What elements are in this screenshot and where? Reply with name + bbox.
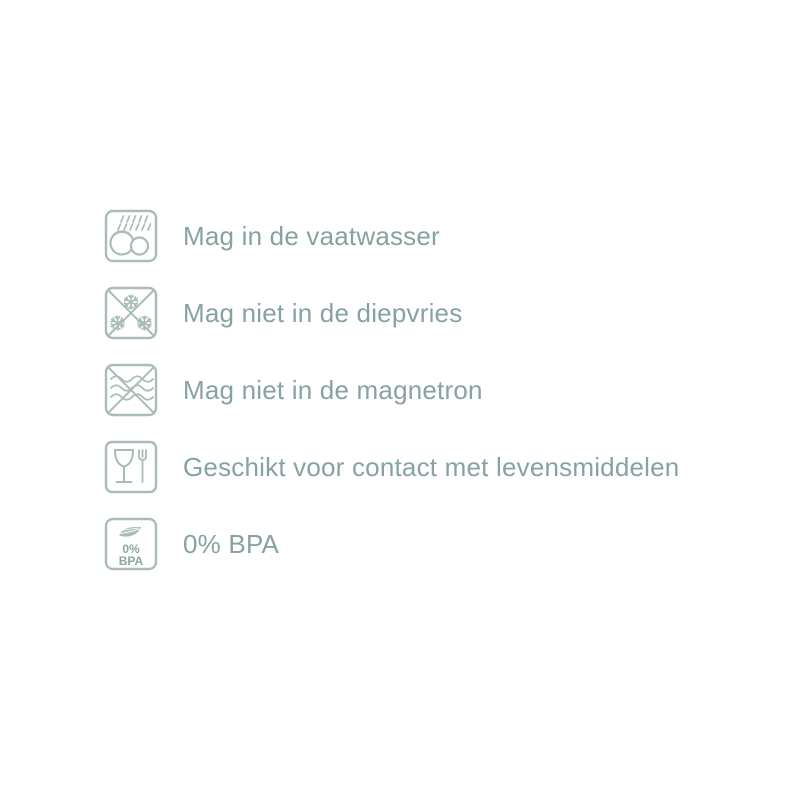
bpa-icon-text-line1: 0% [122,542,140,556]
not-microwave-safe-icon [104,363,158,417]
feature-label: Mag niet in de magnetron [183,375,483,405]
leaf-glyph [119,527,141,537]
bpa-free-icon [104,517,158,571]
product-feature-list [104,209,679,594]
feature-row-dishwasher-safe [104,209,679,263]
feature-row-bpa-free [104,517,679,571]
not-freezer-safe-icon [104,286,158,340]
feature-row-not-microwave-safe [104,363,679,417]
feature-label: Mag niet in de diepvries [183,298,463,328]
feature-label: 0% BPA [183,529,280,559]
feature-label: Geschikt voor contact met levensmiddelen [183,452,680,482]
bpa-icon-text-line2: BPA [118,554,144,568]
food-contact-safe-icon [104,440,158,494]
feature-label: Mag in de vaatwasser [183,221,440,251]
dishwasher-safe-icon [104,209,158,263]
feature-row-not-freezer-safe [104,286,679,340]
feature-row-food-contact-safe [104,440,679,494]
